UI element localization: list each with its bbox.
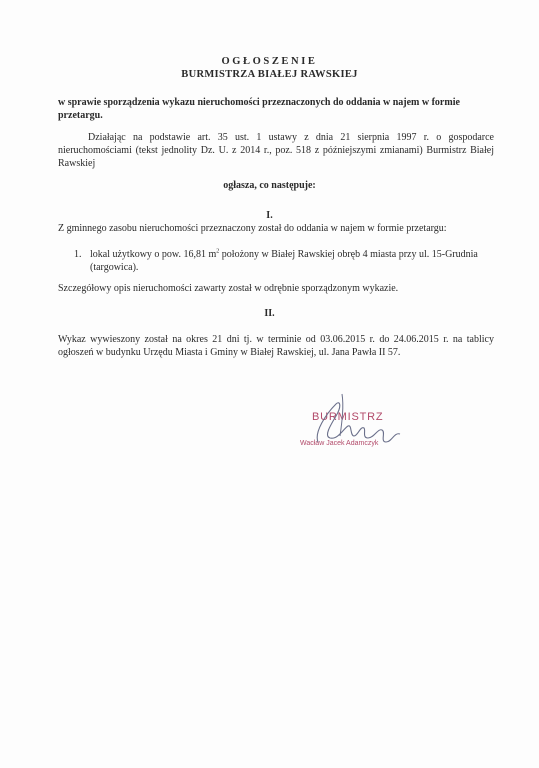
details-paragraph: Szczegółowy opis nieruchomości zawarty został w odrębnie sporządzonym wykazie. xyxy=(58,283,399,294)
section-2-heading: II. xyxy=(264,308,275,319)
signature-stroke xyxy=(317,403,400,442)
list-item-text-after: położony w Białej Rawskiej obręb 4 miasta przy ul. 15-Grudnia (targowica). xyxy=(90,249,478,273)
area-unit-superscript: 2 xyxy=(216,248,220,255)
list-item-number: 1. xyxy=(74,249,82,260)
handwritten-signature xyxy=(296,392,416,452)
stamp-title: BURMISTRZ xyxy=(312,411,384,423)
intro-paragraph: Działając na podstawie art. 35 ust. 1 ustawy z dnia 21 sierpnia 1997 r. o gospodarce nieruchomościami (tekst jednolity Dz. U. z 2014 r., poz. 518 z późniejszymi zmianami) Burmistrz Białej Rawskiej xyxy=(58,132,494,169)
list-item-text xyxy=(90,248,494,274)
document-issuer: BURMISTRZA BIAŁEJ RAWSKIEJ xyxy=(181,69,358,80)
document-title: OGŁOSZENIE xyxy=(221,56,318,67)
section-1-text: Z gminnego zasobu nieruchomości przeznaczony został do oddania w najem w formie przetargu: xyxy=(58,223,447,234)
section-2-text: Wykaz wywieszony został na okres 21 dni tj. w terminie od 03.06.2015 r. do 24.06.2015 r. na tablicy ogłoszeń w budynku Urzędu Miasta i Gminy w Białej Rawskiej, ul. Jana Pawła II 57. xyxy=(58,334,494,358)
list-item-text-before: lokal użytkowy o pow. 16,81 m xyxy=(90,249,217,260)
stamp-name: Wacław Jacek Adamczyk xyxy=(300,440,379,447)
signature-stroke-vertical xyxy=(340,394,343,436)
announces-heading: ogłasza, co następuje: xyxy=(223,180,316,191)
document-subject: w sprawie sporządzenia wykazu nieruchomości przeznaczonych do oddania w najem w formie przetargu. xyxy=(58,97,460,121)
section-1-heading: I. xyxy=(266,210,273,221)
